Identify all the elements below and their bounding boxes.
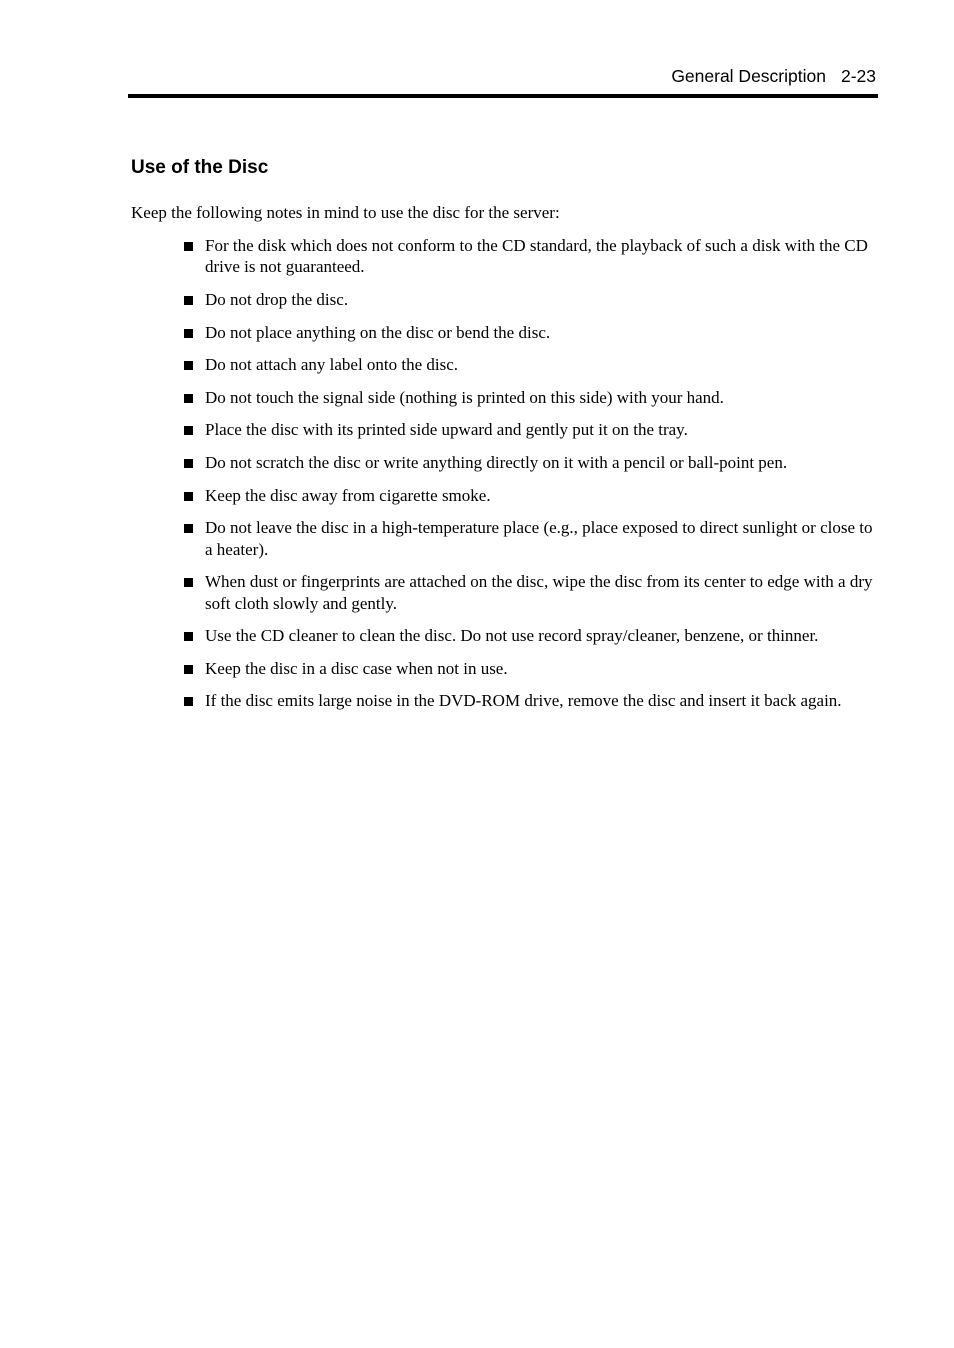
list-item-text: Do not leave the disc in a high-temperature place (e.g., place exposed to direct sunlight or close to a heater). xyxy=(205,518,873,559)
square-bullet-icon xyxy=(184,296,193,305)
page-header xyxy=(128,64,878,98)
list-item-text: Keep the disc away from cigarette smoke. xyxy=(205,485,491,505)
list-item xyxy=(183,452,883,473)
square-bullet-icon xyxy=(184,459,193,468)
square-bullet-icon xyxy=(184,426,193,435)
list-item xyxy=(183,289,883,310)
running-header xyxy=(671,65,876,87)
square-bullet-icon xyxy=(184,361,193,370)
header-section-title: General Description xyxy=(671,66,826,86)
list-item-text: Do not drop the disc. xyxy=(205,290,349,309)
list-item xyxy=(183,571,883,614)
list-item-text: Do not attach any label onto the disc. xyxy=(205,355,459,375)
list-item xyxy=(183,517,883,560)
list-item xyxy=(183,387,883,408)
list-item-text: Place the disc with its printed side upward and gently put it on the tray. xyxy=(205,420,688,440)
square-bullet-icon xyxy=(184,697,193,706)
list-item xyxy=(183,625,883,646)
list-item xyxy=(183,322,883,343)
square-bullet-icon xyxy=(184,524,193,533)
list-item xyxy=(183,658,883,679)
page-number: 2-23 xyxy=(840,66,876,86)
square-bullet-icon xyxy=(184,665,193,674)
list-item xyxy=(183,235,883,278)
list-item-text: Do not touch the signal side (nothing is printed on this side) with your hand. xyxy=(205,387,724,407)
list-item-text: Use the CD cleaner to clean the disc. Do not use record spray/cleaner, benzene, or thinner. xyxy=(205,626,819,646)
list-item-text: Do not place anything on the disc or bend the disc. xyxy=(205,322,551,342)
square-bullet-icon xyxy=(184,242,193,251)
list-item-text: Do not scratch the disc or write anything directly on it with a pencil or ball-point pen. xyxy=(205,452,788,472)
square-bullet-icon xyxy=(184,578,193,587)
notes-list xyxy=(183,235,883,723)
list-item xyxy=(183,485,883,506)
list-item-text: When dust or fingerprints are attached on the disc, wipe the disc from its center to edge with a dry soft cloth slowly and gently. xyxy=(205,572,873,613)
list-item xyxy=(183,690,883,711)
square-bullet-icon xyxy=(184,492,193,501)
list-item xyxy=(183,419,883,440)
square-bullet-icon xyxy=(184,632,193,641)
section-title: Use of the Disc xyxy=(131,157,269,178)
square-bullet-icon xyxy=(184,394,193,403)
list-item xyxy=(183,354,883,375)
list-item-text: For the disk which does not conform to the CD standard, the playback of such a disk with the CD drive is not guaranteed. xyxy=(205,236,868,277)
intro-paragraph: Keep the following notes in mind to use the disc for the server: xyxy=(131,203,560,222)
list-item-text: If the disc emits large noise in the DVD-ROM drive, remove the disc and insert it back again. xyxy=(205,691,842,711)
square-bullet-icon xyxy=(184,329,193,338)
list-item-text: Keep the disc in a disc case when not in use. xyxy=(205,658,508,678)
